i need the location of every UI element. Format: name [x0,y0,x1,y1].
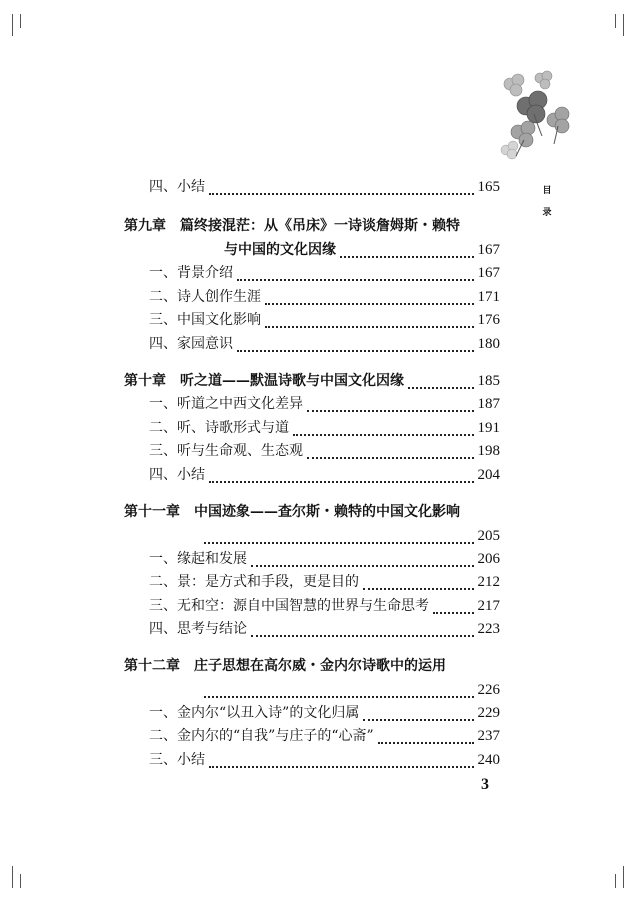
toc-page-number: 171 [477,289,500,305]
toc-leader-dots [237,267,474,281]
toc-leader-dots [307,398,474,412]
toc-leader-dots [237,338,474,352]
toc-page-number: 229 [477,705,500,721]
toc-page-number: 167 [477,242,500,258]
toc-page-number: 187 [477,396,500,412]
toc-page-number: 198 [477,443,500,459]
toc-entry-title: 一、背景介绍 [149,265,233,281]
toc-leader-dots [408,375,474,389]
toc-section-entry [149,287,500,307]
toc-entry-title: 二、诗人创作生涯 [149,289,261,305]
toc-section-entry [149,726,500,746]
toc-page-number: 205 [477,528,500,544]
toc-page-number: 217 [477,598,500,614]
toc-entry-title: 四、家园意识 [149,336,233,352]
toc-entry-title: 第十一章 中国迹象——查尔斯・赖特的中国文化影响 [124,504,460,520]
toc-entry-title: 四、小结 [149,467,205,483]
toc-entry-title: 四、思考与结论 [149,621,247,637]
toc-leader-dots [209,754,474,768]
toc-chapter-entry [224,240,500,260]
toc-page-number: 165 [477,179,500,195]
toc-chapter-entry [200,680,500,700]
toc-leader-dots [363,707,473,721]
toc-entry-title: 与中国的文化因缘 [224,242,336,258]
toc-section-entry [149,310,500,330]
toc-entry-title: 第十章 听之道——默温诗歌与中国文化因缘 [124,373,404,389]
toc-leader-dots [204,530,474,544]
toc-chapter-entry [124,216,500,236]
toc-leader-dots [433,600,474,614]
page-number: 3 [481,776,489,793]
toc-section-entry [149,572,500,592]
toc-section-entry [149,619,500,639]
toc-leader-dots [378,730,474,744]
toc-leader-dots [293,422,474,436]
toc-chapter-entry [124,656,500,676]
toc-entry-title: 三、小结 [149,752,205,768]
toc-page-number: 176 [477,312,500,328]
toc-entry-title: 二、听、诗歌形式与道 [149,420,289,436]
toc-entry-title: 二、金内尔的“自我”与庄子的“心斋” [149,728,374,744]
toc-leader-dots [209,181,474,195]
toc-chapter-entry [200,526,500,546]
toc-leader-dots [265,291,474,305]
toc-section-entry [149,750,500,770]
toc-page-number: 204 [477,467,500,483]
toc-section-entry [149,394,500,414]
toc-page-number: 206 [477,551,500,567]
toc-page-number: 191 [477,420,500,436]
toc-section-entry [149,441,500,461]
toc-entry-title: 一、金内尔“以丑入诗”的文化归属 [149,705,360,721]
toc-entry-title: 四、小结 [149,179,205,195]
toc-page-number: 180 [477,336,500,352]
toc-leader-dots [251,553,474,567]
toc-entry-title: 三、中国文化影响 [149,312,261,328]
toc-page-number: 212 [477,574,500,590]
toc-entry-title: 第九章 篇终接混茫：从《吊床》一诗谈詹姆斯・赖特 [124,218,460,234]
toc-page-number: 185 [477,373,500,389]
toc-leader-dots [251,623,474,637]
toc-leader-dots [204,684,474,698]
toc-page-number: 240 [477,752,500,768]
toc-section-entry [149,334,500,354]
toc-entry-title: 三、听与生命观、生态观 [149,443,303,459]
toc-entry-title: 二、景：是方式和手段，更是目的 [149,574,359,590]
toc-leader-dots [265,314,474,328]
toc-page-number: 237 [477,728,500,744]
toc-page-number: 167 [477,265,500,281]
toc-section-entry [149,418,500,438]
toc-section-entry [149,596,500,616]
toc-section-entry [149,465,500,485]
toc-entry-title: 第十二章 庄子思想在高尔威・金内尔诗歌中的运用 [124,658,446,674]
toc-chapter-entry [124,371,500,391]
toc-section-entry [149,549,500,569]
side-section-label: 目 录 [542,186,552,218]
toc-section-entry [149,177,500,197]
toc-page-number: 223 [477,621,500,637]
toc-leader-dots [340,244,474,258]
toc-entry-title: 三、无和空：源自中国智慧的世界与生命思考 [149,598,429,614]
toc-leader-dots [209,469,474,483]
toc-entry-title: 一、缘起和发展 [149,551,247,567]
toc-chapter-entry [124,502,500,522]
toc-section-entry [149,263,500,283]
toc-leader-dots [307,445,474,459]
toc-leader-dots [363,576,474,590]
toc-section-entry [149,703,500,723]
toc-entry-title: 一、听道之中西文化差异 [149,396,303,412]
toc-page-number: 226 [477,682,500,698]
